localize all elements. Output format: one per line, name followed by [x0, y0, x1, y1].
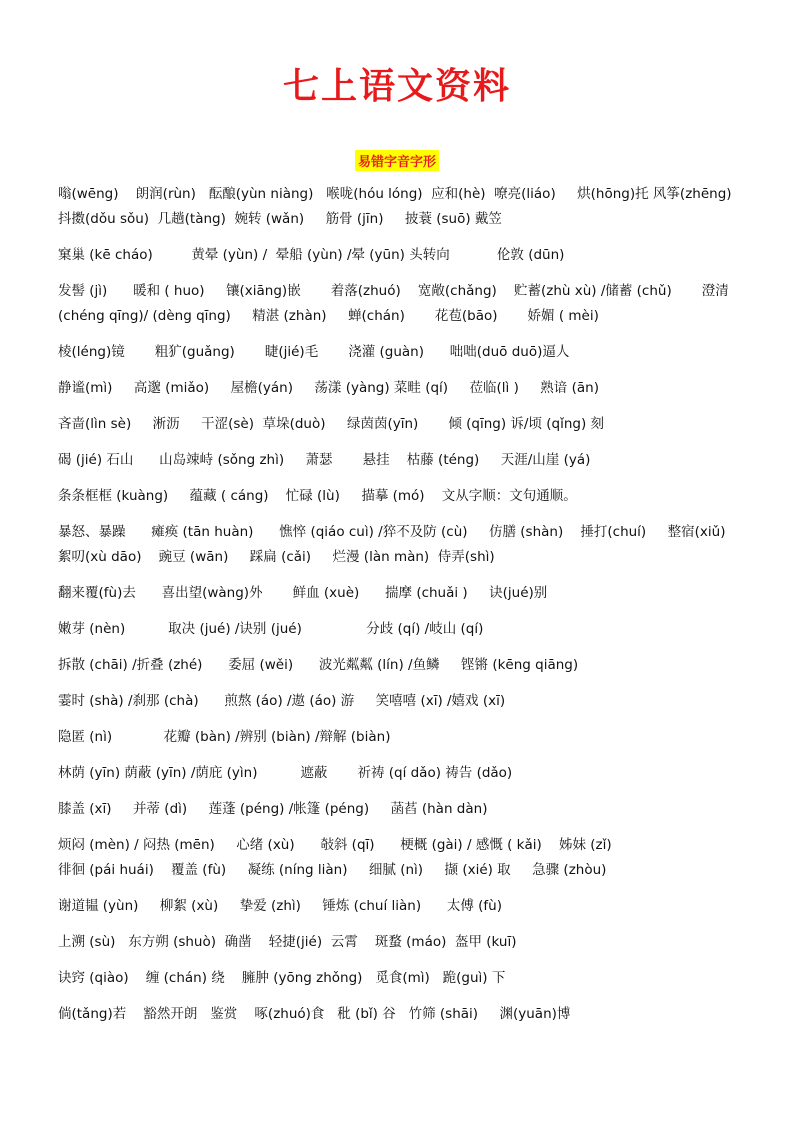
vocab-line: 烦闷 (mèn) / 闷热 (mēn) 心绪 (xù) 敧斜 (qī) 梗概 (gài) / 感慨 ( kǎi) 姊妹 (zǐ) — [58, 837, 612, 853]
page-title: 七上语文资料 — [282, 65, 511, 107]
vocab-line: 诀窍 (qiào) 缠 (chán) 绕 臃肿 (yōng zhǒng) 觅食(mì) 跪(guì) 下 — [58, 970, 506, 986]
vocab-line: 徘徊 (pái huái) 覆盖 (fù) 凝练 (níng liàn) 细腻 (nì) 撷 (xié) 取 急骤 (zhòu) — [58, 862, 607, 878]
vocab-line: 林荫 (yīn) 荫蔽 (yīn) /荫庇 (yìn) 遮蔽 祈祷 (qí dǎo) 祷告 (dǎo) — [58, 765, 513, 781]
vocab-line: 发髻 (jì) 暖和 ( huo) 镶(xiāng)嵌 着落(zhuó) 宽敞(chǎng) 贮蓄(zhù xù) /储蓄 (chǔ) 澄清(chéng qīng)/ (dèng qīng) 精湛 (zhàn) 蝉(chán) 花苞(bāo) 娇媚 ( mèi) — [58, 283, 729, 324]
vocab-line: 嫩芽 (nèn) 取决 (jué) /诀别 (jué) 分歧 (qí) /岐山 (qí) — [58, 621, 484, 637]
vocab-line: 拆散 (chāi) /折叠 (zhé) 委屈 (wěi) 波光粼粼 (lín) /鱼鳞 铿锵 (kēng qiāng) — [58, 657, 579, 673]
vocab-line: 碣 (jié) 石山 山岛竦峙 (sǒng zhì) 萧瑟 悬挂 枯藤 (téng) 天涯/山崖 (yá) — [58, 452, 591, 468]
vocab-line: 膝盖 (xī) 并蒂 (dì) 莲蓬 (péng) /帐篷 (péng) 菡萏 (hàn dàn) — [58, 801, 488, 817]
vocab-line: 静谧(mì) 高邈 (miǎo) 屋檐(yán) 荡漾 (yàng) 菜畦 (qí) 莅临(lì ) 熟谙 (ān) — [58, 380, 599, 396]
vocab-line: 窠巢 (kē cháo) 黄晕 (yùn) / 晕船 (yùn) /晕 (yūn) 头转向 伦敦 (dūn) — [58, 247, 565, 263]
vocab-line: 条条框框 (kuàng) 蕴藏 ( cáng) 忙碌 (lù) 描摹 (mó) 文从字顺：文句通顺。 — [58, 488, 577, 504]
vocab-line: 倘(tǎng)若 豁然开朗 鉴赏 啄(zhuó)食 秕 (bǐ) 谷 竹筛 (shāi) 渊(yuān)博 — [58, 1006, 571, 1022]
vocab-line: 棱(léng)镜 粗犷(guǎng) 睫(jié)毛 浇灌 (guàn) 咄咄(duō duō)逼人 — [58, 344, 570, 360]
vocab-line: 嗡(wēng) 朗润(rùn) 酝酿(yùn niàng) 喉咙(hóu lóng) 应和(hè) 嘹亮(liáo) 烘(hōng)托 风筝(zhēng) 抖擞(dǒu sǒu) 几趟(tàng) 婉转 (wǎn) 筋骨 (jīn) 披蓑 (suō) 戴笠 — [58, 186, 741, 227]
vocab-line: 吝啬(lìn sè) 淅沥 干涩(sè) 草垛(duò) 绿茵茵(yīn) 倾 (qīng) 诉/顷 (qǐng) 刻 — [58, 416, 605, 432]
vocab-line: 翻来覆(fù)去 喜出望(wàng)外 鲜血 (xuè) 揣摩 (chuǎi ) 诀(jué)别 — [58, 585, 548, 601]
vocab-line: 霎时 (shà) /刹那 (chà) 煎熬 (áo) /遨 (áo) 游 笑嘻嘻 (xī) /嬉戏 (xī) — [58, 693, 506, 709]
vocab-line: 暴怒、暴躁 瘫痪 (tān huàn) 憔悴 (qiáo cuì) /猝不及防 (cù) 仿膳 (shàn) 捶打(chuí) 整宿(xiǔ) 絮叨(xù dāo) 豌豆 (wān) 踩扁 (cǎi) 烂漫 (làn màn) 侍弄(shì) — [58, 524, 756, 565]
vocab-line: 谢道韫 (yùn) 柳絮 (xù) 挚爱 (zhì) 锤炼 (chuí liàn) 太傅 (fù) — [58, 898, 502, 914]
vocab-line: 隐匿 (nì) 花瓣 (bàn) /辨别 (biàn) /辩解 (biàn) — [58, 729, 391, 745]
section-heading-wrap — [0, 150, 794, 171]
section-heading: 易错字音字形 — [355, 150, 439, 171]
vocabulary-list — [58, 182, 756, 1038]
vocab-line: 上溯 (sù) 东方朔 (shuò) 确凿 轻捷(jié) 云霄 斑蝥 (máo) 盔甲 (kuī) — [58, 934, 517, 950]
